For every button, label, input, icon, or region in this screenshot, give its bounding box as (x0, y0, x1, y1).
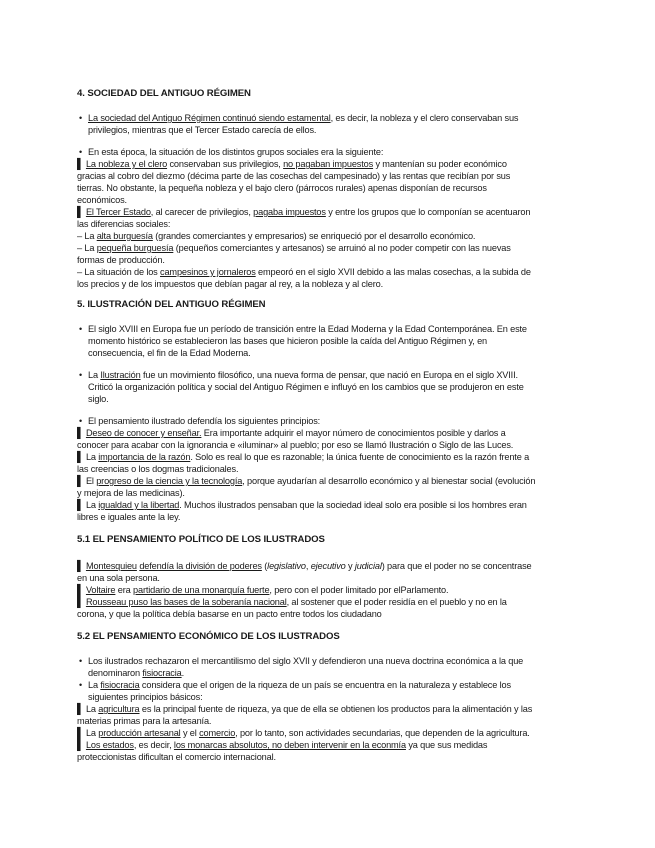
s4-bullet1-line2: privilegios, mientras que el Tercer Estado carecía de ellos. (88, 125, 317, 135)
nobleza-paragraph-line1: ▌ La nobleza y el clero conservaban sus privilegios, no pagaban impuestos y mantenían su poder económico (77, 159, 507, 170)
alta-burguesia-line: – La alta burguesía (grandes comerciantes y empresarios) se enriqueció por el desarrollo económico. (77, 231, 476, 241)
bullet: • (79, 147, 83, 157)
s52-bullet1-line2: denominaron fisiocracia. (88, 668, 184, 678)
bullet: • (79, 656, 83, 666)
igualdad-line1: ▌ La igualdad y la libertad. Muchos ilustrados pensaban que la sociedad ideal solo era posible si los hombres eran (77, 500, 527, 511)
paragraph-marker-icon: ▌ (77, 704, 84, 715)
paragraph-marker-icon: ▌ (77, 476, 84, 487)
montesquieu-line2: en una sola persona. (77, 573, 160, 583)
s5-bullet2-line2: Criticó la organización política y social del Antiguo Régimen e influyó en los cambios que se produjeron en este (88, 382, 524, 392)
nobleza-paragraph-line2: gracias al cobro del diezmo (décima parte de las cosechas del campesinado) y las rentas que recibían por sus (77, 171, 511, 181)
paragraph-marker-icon: ▌ (77, 561, 84, 572)
bullet: • (79, 113, 83, 123)
s4-bullet2: En esta época, la situación de los distintos grupos sociales era la siguiente: (88, 147, 384, 157)
progreso-line1: ▌ El progreso de la ciencia y la tecnología, porque ayudarían al desarrollo económico y al bienestar social (evolución (77, 476, 536, 487)
voltaire-line: ▌ Voltaire era partidario de una monarquía fuerte, pero con el poder limitado por elParlamento. (77, 585, 449, 596)
paragraph-marker-icon: ▌ (77, 728, 84, 739)
pequena-burguesia-line2: formas de producción. (77, 255, 165, 265)
agricultura-line2: materias primas para la artesanía. (77, 716, 212, 726)
s52-bullet1-line1: Los ilustrados rechazaron el mercantilismo del siglo XVII y defendieron una nueva doctrina económica a la que (88, 656, 524, 666)
s5-bullet2-line3: siglo. (88, 394, 109, 404)
underlined-text: La sociedad del Antiguo Régimen continuó siendo estamental (88, 113, 331, 123)
bullet: • (79, 370, 83, 380)
montesquieu-line1: ▌ Montesquieu defendía la división de poderes (legislativo, ejecutivo y judicial) para que el poder no se concentrase (77, 561, 532, 572)
pequena-burguesia-line1: – La pequeña burguesía (pequeños comerciantes y artesanos) se arruinó al no poder competir con las nuevas (77, 243, 511, 253)
progreso-line2: y mejora de las medicinas). (77, 488, 185, 498)
produccion-line: ▌ La producción artesanal y el comercio, por lo tanto, son actividades secundarias, que dependen de la agricultura. (77, 728, 530, 739)
bullet: • (79, 416, 83, 426)
paragraph-marker-icon: ▌ (77, 207, 84, 218)
campesinos-line2: los precios y de los impuestos que debían pagar al rey, a la nobleza y al clero. (77, 279, 384, 289)
campesinos-line1: – La situación de los campesinos y jornaleros empeoró en el siglo XVII debido a las malas cosechas, a la subida de (77, 267, 531, 277)
paragraph-marker-icon: ▌ (77, 740, 84, 751)
s5-bullet1-line1: El siglo XVIII en Europa fue un período de transición entre la Edad Moderna y la Edad Contemporánea. En este (88, 324, 527, 334)
estados-line1: ▌ Los estados, es decir, los monarcas absolutos, no deben intervenir en la econmía ya que sus medidas (77, 740, 488, 751)
bullet: • (79, 680, 83, 690)
s5-bullet1-line2: momento histórico se establecieron las bases que hicieron posible la caída del Antiguo Régimen y, en (88, 336, 488, 346)
razon-line2: las creencias o los dogmas tradicionales. (77, 464, 239, 474)
tercer-estado-line2: las diferencias sociales: (77, 219, 171, 229)
paragraph-marker-icon: ▌ (77, 452, 84, 463)
deseo-line2: conocer para acabar con la ignorancia e «iluminar» al pueblo; por eso se llamó Ilustración o Siglo de las Luces. (77, 440, 514, 450)
rousseau-line2: corona, y que la política debía basarse en un pacto entre todos los ciudadano (77, 609, 382, 619)
deseo-line1: ▌ Deseo de conocer y enseñar. Era importante adquirir el mayor número de conocimientos posible y darlos a (77, 428, 506, 439)
s5-bullet2-line1: La Ilustración fue un movimiento filosófico, una nueva forma de pensar, que nació en Europa en el siglo XVIII. (88, 370, 518, 380)
agricultura-line1: ▌ La agricultura es la principal fuente de riqueza, ya que de ella se obtienen los productos para la alimentación y las (77, 704, 533, 715)
section-4-heading: 4. SOCIEDAD DEL ANTIGUO RÉGIMEN (77, 88, 251, 99)
nobleza-paragraph-line4: económicos. (77, 195, 127, 205)
paragraph-marker-icon: ▌ (77, 500, 84, 511)
paragraph-marker-icon: ▌ (77, 159, 84, 170)
s4-bullet1-line1: La sociedad del Antiguo Régimen continuó siendo estamental, es decir, la nobleza y el clero conservaban sus (88, 113, 519, 123)
s52-bullet2-line1: La fisiocracia considera que el origen de la riqueza de un país se encuentra en la naturaleza y establece los (88, 680, 511, 690)
razon-line1: ▌ La importancia de la razón. Solo es real lo que es razonable; la única fuente de conocimiento es la razón frente a (77, 452, 530, 463)
nobleza-paragraph-line3: tierras. No obstante, la pequeña nobleza y el bajo clero (párrocos rurales) apenas disponían de recursos (77, 183, 487, 193)
tercer-estado-line1: ▌ El Tercer Estado, al carecer de privilegios, pagaba impuestos y entre los grupos que lo componían se acentuaron (77, 207, 531, 218)
section-5-1-heading: 5.1 EL PENSAMIENTO POLÍTICO DE LOS ILUSTRADOS (77, 534, 325, 545)
igualdad-line2: libres e iguales ante la ley. (77, 512, 181, 522)
paragraph-marker-icon: ▌ (77, 597, 84, 608)
paragraph-marker-icon: ▌ (77, 428, 84, 439)
section-5-2-heading: 5.2 EL PENSAMIENTO ECONÓMICO DE LOS ILUSTRADOS (77, 631, 340, 642)
paragraph-marker-icon: ▌ (77, 585, 84, 596)
bullet: • (79, 324, 83, 334)
section-5-heading: 5. ILUSTRACIÓN DEL ANTIGUO RÉGIMEN (77, 299, 266, 310)
rousseau-line1: ▌ Rousseau puso las bases de la soberanía nacional, al sostener que el poder residía en el pueblo y no en la (77, 597, 507, 608)
s5-bullet1-line3: consecuencia, el fin de la Edad Moderna. (88, 348, 251, 358)
s52-bullet2-line2: siguientes principios básicos: (88, 692, 203, 702)
estados-line2: proteccionistas dificultan el comercio internacional. (77, 752, 276, 762)
s5-bullet3: El pensamiento ilustrado defendía los siguientes principios: (88, 416, 321, 426)
